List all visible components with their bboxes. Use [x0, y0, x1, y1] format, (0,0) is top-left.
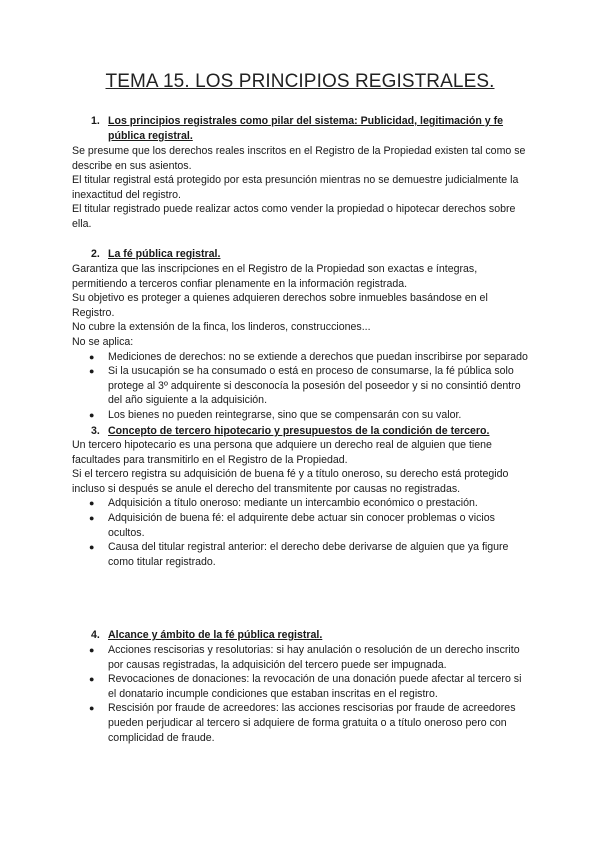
list-item: ● Adquisición a título oneroso: mediante un intercambio económico o prestación.	[89, 497, 478, 510]
section-title: Concepto de tercero hipotecario y presupuestos de la condición de tercero.	[108, 425, 490, 437]
bullet-list	[72, 496, 530, 569]
list-item: ● Mediciones de derechos: no se extiende a derechos que puedan inscribirse por separado	[89, 350, 528, 363]
section-number: 4.	[91, 629, 100, 641]
section-title: Los principios registrales como pilar del sistema: Publicidad, legitimación y fe pública registral.	[108, 115, 504, 142]
list-item: ● Adquisición de buena fé: el adquirente debe actuar sin conocer problemas o vicios ocultos.	[89, 511, 495, 539]
bullet-icon: ●	[89, 351, 95, 362]
document-title: TEMA 15. LOS PRINCIPIOS REGISTRALES.	[105, 71, 495, 92]
bullet-icon: ●	[89, 542, 95, 553]
bullet-icon: ●	[89, 645, 95, 655]
bullet-icon: ●	[89, 498, 95, 509]
paragraph: El titular registral está protegido por esta presunción mientras no se demuestre judicialmente la inexactitud del registro.	[72, 174, 519, 201]
paragraph: Garantiza que las inscripciones en el Registro de la Propiedad son exactas e íntegras, permitiendo a terceros confiar plenamente en la información registrada.	[72, 263, 478, 290]
bullet-list	[72, 643, 530, 745]
paragraph: El titular registrado puede realizar actos como vender la propiedad o hipotecar derechos sobre ella.	[72, 203, 516, 230]
bullet-icon: ●	[89, 366, 95, 377]
section-title: Alcance y ámbito de la fé pública registral.	[108, 629, 323, 641]
paragraph: Se presume que los derechos reales inscritos en el Registro de la Propiedad existen tal como se describe en sus asientos.	[72, 145, 526, 172]
list-item: ● Acciones rescisorias y resolutorias: si hay anulación o resolución de un derecho inscrito por causas registradas, la adquisición del tercero puede ser impugnada.	[89, 644, 520, 671]
bullet-icon: ●	[89, 674, 95, 685]
section-3-body	[72, 438, 530, 569]
section-title: La fé pública registral.	[108, 248, 221, 260]
section-4-heading	[91, 628, 531, 643]
section-3-heading	[91, 424, 531, 439]
bullet-list	[72, 350, 530, 423]
section-number: 1.	[91, 115, 100, 127]
bullet-icon: ●	[89, 409, 95, 420]
bullet-icon: ●	[89, 512, 95, 523]
list-item: ● Revocaciones de donaciones: la revocación de una donación puede afectar al tercero si el donatario incumple condiciones que estaban inscritas en el registro.	[89, 673, 522, 700]
section-2-body	[72, 262, 530, 423]
paragraph: Su objetivo es proteger a quienes adquieren derechos sobre inmuebles basándose en el Registro.	[72, 292, 488, 319]
paragraph: No cubre la extensión de la finca, los linderos, construcciones...	[72, 321, 371, 334]
list-item: ● Rescisión por fraude de acreedores: las acciones rescisorias por fraude de acreedores pueden perjudicar al tercero si adquiere de forma gratuita o a título oneroso pero con complicidad de fraude.	[89, 702, 516, 744]
list-item: ● Causa del titular registral anterior: el derecho debe derivarse de alguien que ya figure como titular registrado.	[89, 541, 509, 568]
section-1-body	[72, 144, 530, 232]
paragraph: Un tercero hipotecario es una persona que adquiere un derecho real de alguien que tiene facultades para transmitirlo en el Registro de la Propiedad.	[72, 439, 492, 466]
section-number: 3.	[91, 425, 100, 437]
list-item: ● Los bienes no pueden reintegrarse, sino que se compensarán con su valor.	[89, 408, 462, 421]
section-4-body	[72, 643, 530, 745]
section-1-heading	[91, 114, 531, 143]
list-item: ● Si la usucapión se ha consumado o está en proceso de consumarse, la fé pública solo protege al 3º adquirente si desconocía la posesión del poseedor y si no consintió dentro del año siguiente a la adquisición.	[89, 365, 521, 407]
bullet-icon: ●	[89, 703, 95, 714]
paragraph: No se aplica:	[72, 335, 134, 348]
paragraph: Si el tercero registra su adquisición de buena fé y a título oneroso, su derecho está protegido incluso si después se anule el derecho del transmitente por causas no registradas.	[72, 468, 509, 495]
section-number: 2.	[91, 248, 100, 260]
section-2-heading	[91, 247, 531, 262]
